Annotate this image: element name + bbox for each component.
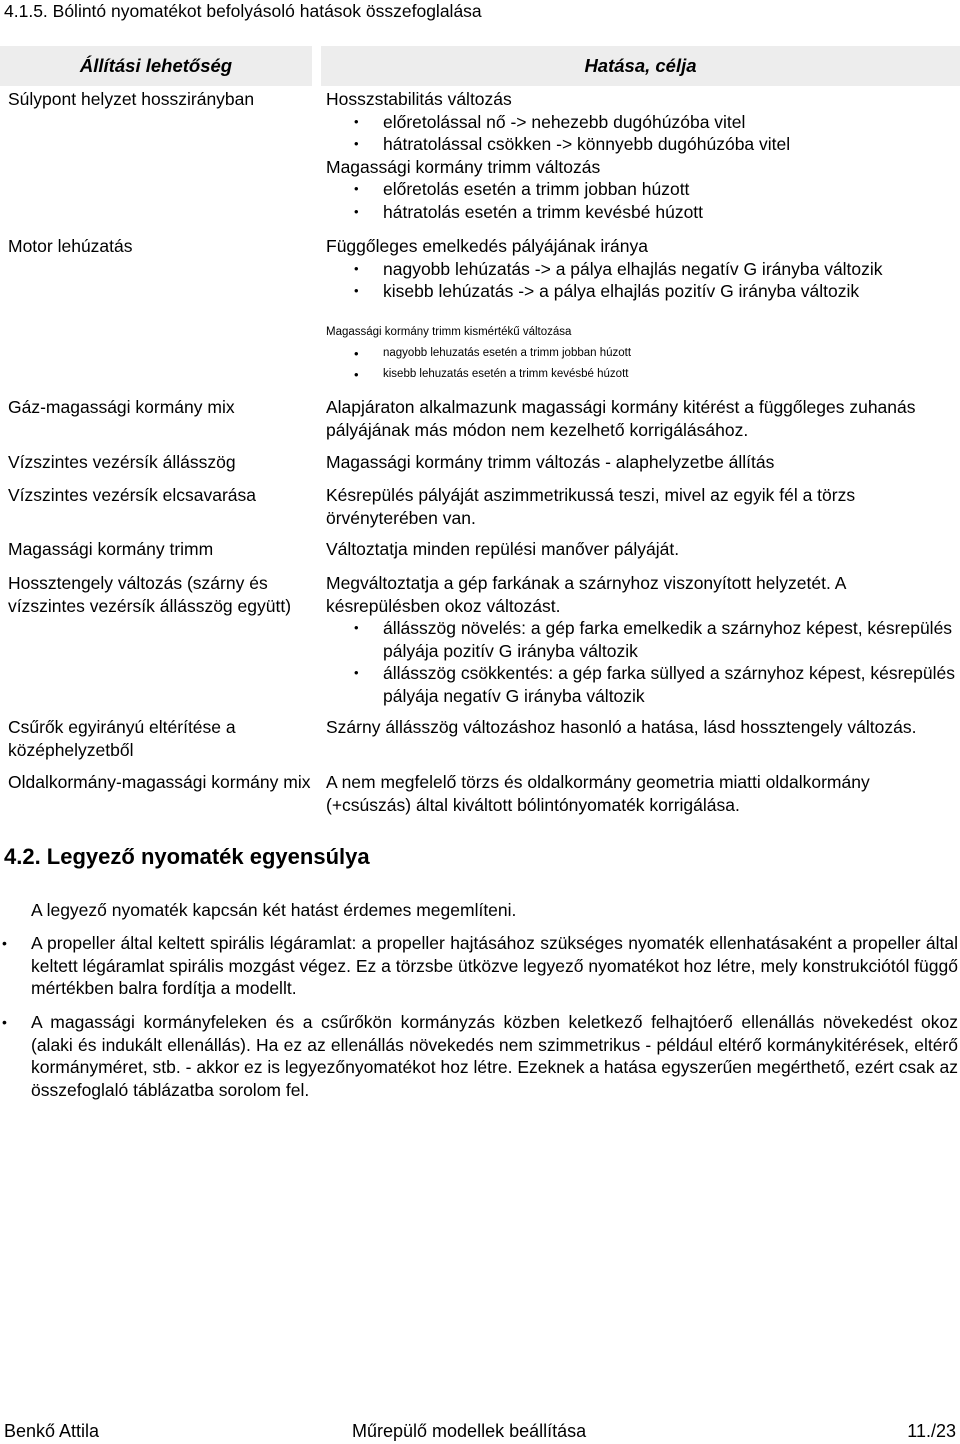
note-text: Magassági kormány trimm kismértékű változása: [326, 326, 572, 338]
table-row-effect: [326, 88, 956, 223]
footer-author: Benkő Attila: [4, 1421, 100, 1441]
section-2-intro: A legyező nyomaték kapcsán két hatást érdemes megemlíteni.: [31, 900, 517, 920]
effect-bullet-item: • hátratolással csökken -> könnyebb dugóhúzóba vitel: [326, 133, 956, 156]
table-row-setting: Súlypont helyzet hosszirányban: [8, 89, 255, 109]
table-row-effect: [326, 396, 956, 441]
table-row-effect: [326, 235, 956, 303]
note-bullet-item: • kisebb lehuzatás esetén a trimm kevésbé húzott: [326, 364, 956, 385]
effect-bullet-item: • nagyobb lehúzatás -> a pálya elhajlás negatív G irányba változik: [326, 258, 956, 281]
note-bullet-item: • nagyobb lehuzatás esetén a trimm jobban húzott: [326, 343, 956, 364]
section-2-bullet-2: • A magassági kormányfeleken és a csűrőkön kormányzás közben keletkező felhajtóerő ellenállás növekedést okoz (alaki és indukált ellenállás). Ha ez az ellenállás növekedés nem szimmetrikus - például eltérő kormánykitérések, eltérő kormányméret, stb. - akkor ez is legyezőnyomatékot hoz létre. Ezeknek a hatása egyszerűen megérthető, ezért csak az összefoglaló táblázatba sorolom fel.: [31, 1011, 958, 1101]
effect-text: A nem megfelelő törzs és oldalkormány geometria miatti oldalkormány (+csúszás) által kiváltott bólintónyomaték korrigálása.: [326, 772, 870, 815]
table-row-setting: Vízszintes vezérsík állásszög: [8, 452, 236, 472]
table-row-setting: Hossztengely változás (szárny és vízszintes vezérsík állásszög együtt): [8, 573, 292, 616]
table-row-setting: Motor lehúzatás: [8, 236, 133, 256]
effect-text: Hosszstabilitás változás: [326, 89, 512, 109]
effect-bullet-item: • előretolással nő -> nehezebb dugóhúzóba vitel: [326, 111, 956, 134]
effect-text: Szárny állásszög változáshoz hasonló a hatása, lásd hossztengely változás.: [326, 717, 917, 737]
table-row-effect: [326, 538, 956, 561]
table-header-setting: Állítási lehetőség: [0, 46, 312, 86]
effect-bullet-item: • hátratolás esetén a trimm kevésbé húzott: [326, 201, 956, 224]
section-2-bullet-1: • A propeller által keltett spirális légáramlat: a propeller hajtásához szükséges nyomaték ellenhatásaként a propeller által keltett légáramlat spirális mozgást végez. Ez a törzsbe ütközve legyező nyomatékot hoz létre, mely konstrukciótól függő mértékben balra fordítja a modellt.: [31, 932, 958, 1000]
footer-page-number: 11./23: [907, 1421, 956, 1441]
effect-bullet-item: • kisebb lehúzatás -> a pálya elhajlás pozitív G irányba változik: [326, 280, 956, 303]
effect-text: Késrepülés pályáját aszimmetrikussá teszi, mivel az egyik fél a törzs örvényterében van.: [326, 485, 856, 528]
table-row-effect: [326, 484, 956, 529]
table-row-effect: [326, 572, 956, 707]
effect-bullet-item: • állásszög növelés: a gép farka emelkedik a szárnyhoz képest, késrepülés pályája pozitív G irányba változik: [326, 617, 956, 662]
effect-text: Függőleges emelkedés pályájának iránya: [326, 236, 649, 256]
footer-title: Műrepülő modellek beállítása: [352, 1421, 587, 1441]
section-title: 4.1.5. Bólintó nyomatékot befolyásoló hatások összefoglalása: [4, 1, 482, 21]
effect-text: Változtatja minden repülési manőver pályáját.: [326, 539, 680, 559]
table-row-setting: Oldalkormány-magassági kormány mix: [8, 772, 311, 792]
table-row-effect: [326, 716, 956, 739]
table-row-setting: Vízszintes vezérsík elcsavarása: [8, 485, 257, 505]
table-row-setting: Gáz-magassági kormány mix: [8, 397, 235, 417]
section-2-heading: 4.2. Legyező nyomaték egyensúlya: [4, 844, 370, 869]
effect-bullet-item: • állásszög csökkentés: a gép farka süllyed a szárnyhoz képest, késrepülés pályája negatív G irányba változik: [326, 662, 956, 707]
table-row-setting: Csűrők egyirányú eltérítése a középhelyzetből: [8, 717, 236, 760]
table-row-effect: [326, 771, 956, 816]
table-row-effect: [326, 451, 956, 474]
effect-text: Alapjáraton alkalmazunk magassági kormány kitérést a függőleges zuhanás pályájának más módon nem kezelhető korrigálásához.: [326, 397, 916, 440]
effect-bullet-item: • előretolás esetén a trimm jobban húzott: [326, 178, 956, 201]
effect-text: Magassági kormány trimm változás: [326, 156, 601, 177]
effect-text: Magassági kormány trimm változás - alaphelyzetbe állítás: [326, 452, 775, 472]
table-header-effect: Hatása, célja: [321, 46, 960, 86]
table-row-setting: Magassági kormány trimm: [8, 539, 214, 559]
table-row-effect-note: [326, 322, 956, 385]
effect-text: Megváltoztatja a gép farkának a szárnyhoz viszonyított helyzetét. A késrepülésben okoz változást.: [326, 573, 846, 616]
